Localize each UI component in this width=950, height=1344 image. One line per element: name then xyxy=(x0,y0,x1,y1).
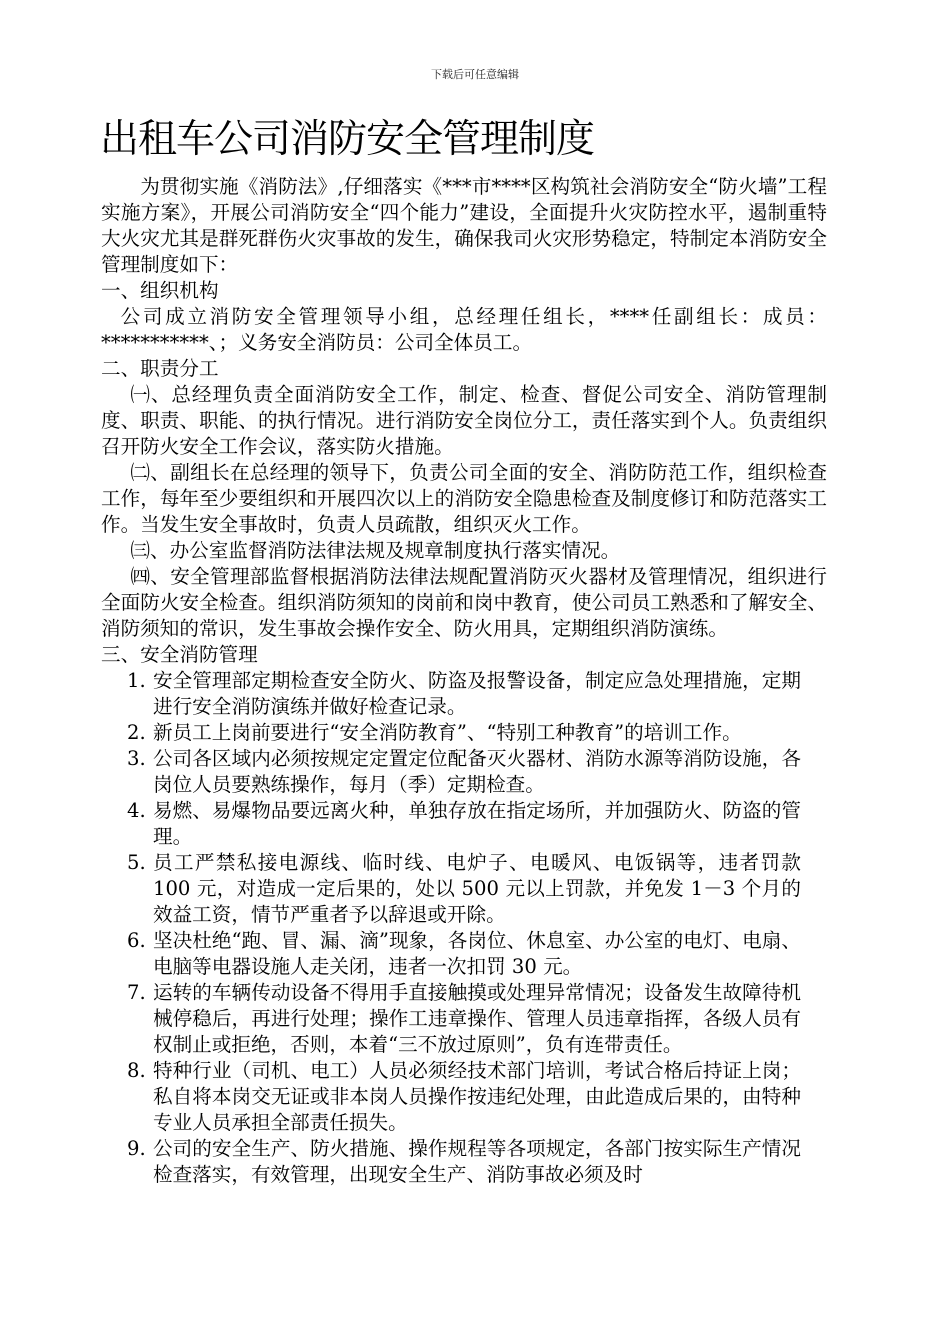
duty-paragraph-2: ㈡、副组长在总经理的领导下，负责公司全面的安全、消防防范工作，组织检查工作，每年至少要组织和开展四次以上的消防安全隐患检查及制度修订和防范落实工作。当发生安全事故时，负责人员疏散，组织灭火工作。 xyxy=(101,461,827,536)
header-note: 下载后可任意编辑 xyxy=(431,68,519,81)
list-item-text: 易燃、易爆物品要远离火种，单独存放在指定场所，并加强防火、防盗的管理。 xyxy=(153,799,801,848)
list-item-text: 公司各区域内必须按规定定置定位配备灭火器材、消防水源等消防设施，各岗位人员要熟练操作，每月（季）定期检查。 xyxy=(153,747,801,796)
list-item-text: 特种行业（司机、电工）人员必须经技术部门培训，考试合格后持证上岗；私自将本岗交无证或非本岗人员操作按违纪处理，由此造成后果的，由特种专业人员承担全部责任损失。 xyxy=(153,1059,801,1134)
duty-paragraph-4: ㈣、安全管理部监督根据消防法律法规配置消防灭火器材及管理情况，组织进行全面防火安全检查。组织消防须知的岗前和岗中教育，使公司员工熟悉和了解安全、消防须知的常识，发生事故会操作安全、防火用具，定期组织消防演练。 xyxy=(101,565,827,640)
document-body xyxy=(101,174,827,1188)
list-item xyxy=(101,668,827,720)
list-item-text: 安全管理部定期检查安全防火、防盗及报警设备，制定应急处理措施，定期进行安全消防演练并做好检查记录。 xyxy=(153,669,801,718)
list-item-number: 3. xyxy=(127,747,146,770)
section1-paragraph: 公司成立消防安全管理领导小组，总经理任组长，****任副组长：成员：***********、；义务安全消防员：公司全体员工。 xyxy=(101,305,827,354)
rules-list xyxy=(101,668,827,1188)
list-item xyxy=(101,746,827,798)
list-item xyxy=(101,850,827,928)
list-item-number: 7. xyxy=(127,981,146,1004)
list-item xyxy=(101,720,827,746)
list-item-text: 坚决杜绝“跑、冒、漏、滴”现象，各岗位、休息室、办公室的电灯、电扇、电脑等电器设施人走关闭，违者一次扣罚 30 元。 xyxy=(153,929,801,978)
list-item-number: 5. xyxy=(127,851,146,874)
list-item xyxy=(101,798,827,850)
list-item xyxy=(101,928,827,980)
list-item xyxy=(101,980,827,1058)
section-heading-1: 一、组织机构 xyxy=(101,279,219,302)
duty-paragraph-3: ㈢、办公室监督消防法律法规及规章制度执行落实情况。 xyxy=(130,539,621,562)
list-item xyxy=(101,1136,827,1188)
duty-paragraph-1: ㈠、总经理负责全面消防安全工作，制定、检查、督促公司安全、消防管理制度、职责、职能、的执行情况。进行消防安全岗位分工，责任落实到个人。负责组织召开防火安全工作会议，落实防火措施。 xyxy=(101,383,827,458)
list-item-number: 4. xyxy=(127,799,146,822)
list-item-number: 1. xyxy=(127,669,146,692)
page-title: 出租车公司消防安全管理制度 xyxy=(100,117,595,162)
list-item-number: 2. xyxy=(127,721,146,744)
list-item xyxy=(101,1058,827,1136)
list-item-text: 员工严禁私接电源线、临时线、电炉子、电暖风、电饭锅等，违者罚款 100 元，对造成一定后果的，处以 500 元以上罚款，并免发 1－3 个月的效益工资，情节严重者予以辞退或开除。 xyxy=(153,851,801,926)
intro-paragraph: 为贯彻实施《消防法》,仔细落实《***市****区构筑社会消防安全“防火墙”工程实施方案》，开展公司消防安全“四个能力”建设，全面提升火灾防控水平，遏制重特大火灾尤其是群死群伤火灾事故的发生，确保我司火灾形势稳定，特制定本消防安全管理制度如下： xyxy=(101,175,827,276)
section-heading-2: 二、职责分工 xyxy=(101,357,219,380)
list-item-number: 6. xyxy=(127,929,146,952)
list-item-text: 公司的安全生产、防火措施、操作规程等各项规定，各部门按实际生产情况检查落实，有效管理，出现安全生产、消防事故必须及时 xyxy=(153,1137,801,1186)
list-item-number: 8. xyxy=(127,1059,146,1082)
list-item-number: 9. xyxy=(127,1137,146,1160)
list-item-text: 运转的车辆传动设备不得用手直接触摸或处理异常情况；设备发生故障待机械停稳后，再进行处理；操作工违章操作、管理人员违章指挥，各级人员有权制止或拒绝，否则，本着“三不放过原则”，负有连带责任。 xyxy=(153,981,801,1056)
list-item-text: 新员工上岗前要进行“安全消防教育”、“特别工种教育”的培训工作。 xyxy=(153,721,742,744)
section-heading-3: 三、安全消防管理 xyxy=(101,643,258,666)
